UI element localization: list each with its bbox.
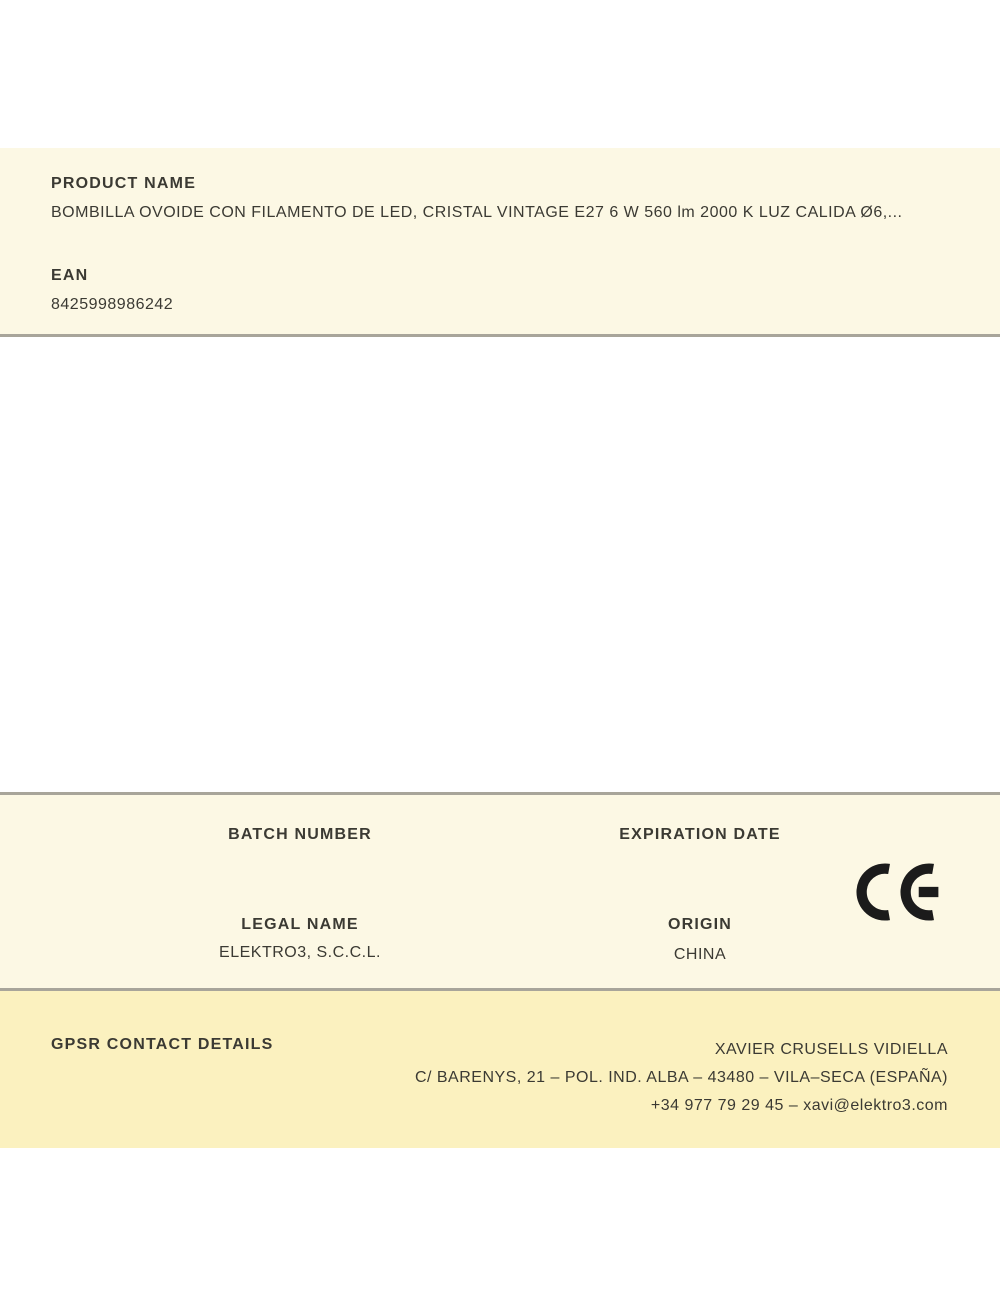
batch-origin-band bbox=[0, 792, 1000, 991]
legal-name-value: ELEKTRO3, S.C.C.L. bbox=[219, 944, 381, 961]
product-info-band bbox=[0, 148, 1000, 337]
origin-value: CHINA bbox=[673, 946, 727, 963]
gpsr-contact-block bbox=[415, 1036, 948, 1120]
gpsr-contact-name: XAVIER CRUSELLS VIDIELLA bbox=[714, 1041, 948, 1058]
batch-number-label: BATCH NUMBER bbox=[228, 826, 372, 843]
ean-value: 8425998986242 bbox=[51, 296, 174, 313]
product-name-value: BOMBILLA OVOIDE CON FILAMENTO DE LED, CRISTAL VINTAGE E27 6 W 560 lm 2000 K LUZ CALIDA Ø6,... bbox=[51, 204, 903, 221]
legal-name-label: LEGAL NAME bbox=[241, 916, 359, 933]
gpsr-contact-label: GPSR CONTACT DETAILS bbox=[51, 1036, 274, 1053]
gpsr-contact-band bbox=[0, 991, 1000, 1148]
origin-label: ORIGIN bbox=[667, 916, 733, 933]
gpsr-contact-phone-email: +34 977 79 29 45 – xavi@elektro3.com bbox=[650, 1097, 948, 1114]
product-name-label: PRODUCT NAME bbox=[51, 175, 197, 192]
gpsr-contact-address: C/ BARENYS, 21 – POL. IND. ALBA – 43480 – VILA–SECA (ESPAÑA) bbox=[414, 1069, 948, 1086]
ce-mark-icon bbox=[856, 862, 944, 922]
expiration-date-label: EXPIRATION DATE bbox=[619, 826, 781, 843]
ean-label: EAN bbox=[51, 267, 89, 284]
